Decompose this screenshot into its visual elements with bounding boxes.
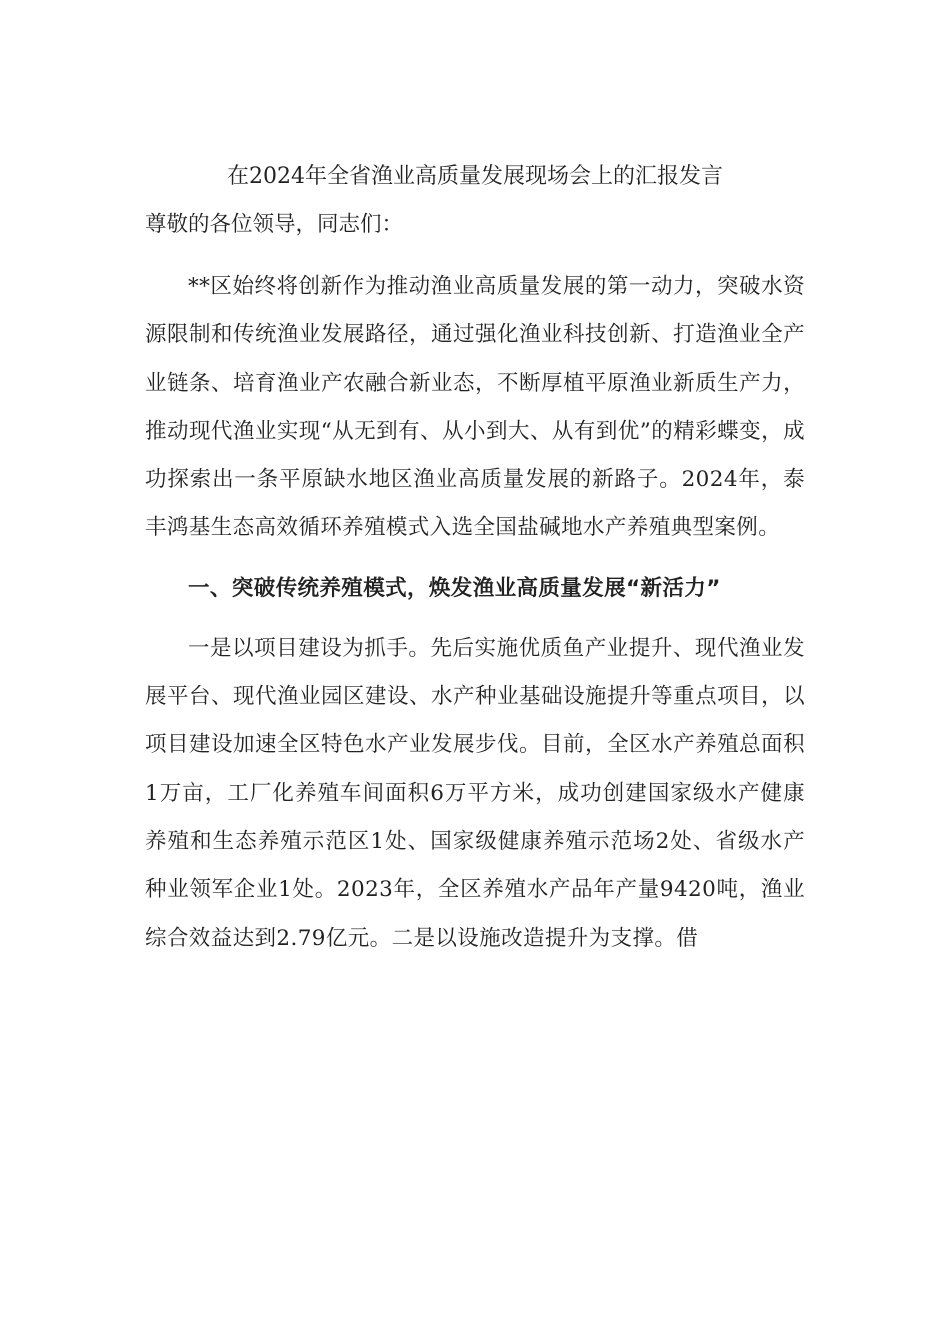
intro-paragraph: **区始终将创新作为推动渔业高质量发展的第一动力，突破水资源限制和传统渔业发展路径，通过强化渔业科技创新、打造渔业全产业链条、培育渔业产农融合新业态，不断厚植平原渔业新质生产力，推动现代渔业实现“从无到有、从小到大、从有到优”的精彩蝶变，成功探索出一条平原缺水地区渔业高质量发展的新路子。2024年，泰丰鸿基生态高效循环养殖模式入选全国盐碱地水产养殖典型案例。 [145, 274, 805, 541]
document-title: 在2024年全省渔业高质量发展现场会上的汇报发言 [227, 164, 723, 189]
document-body [145, 155, 805, 975]
section-1-paragraph: 一是以项目建设为抓手。先后实施优质鱼产业提升、现代渔业发展平台、现代渔业园区建设、水产种业基础设施提升等重点项目，以项目建设加速全区特色水产业发展步伐。目前，全区水产养殖总面积1万亩，工厂化养殖车间面积6万平方米，成功创建国家级水产健康养殖和生态养殖示范区1处、国家级健康养殖示范场2处、省级水产种业领军企业1处。2023年，全区养殖水产品年产量9420吨，渔业综合效益达到2.79亿元。二是以设施改造提升为支撑。借 [145, 635, 805, 951]
salutation: 尊敬的各位领导，同志们： [145, 212, 404, 237]
section-heading-1: 一、突破传统养殖模式，焕发渔业高质量发展“新活力” [188, 575, 721, 601]
